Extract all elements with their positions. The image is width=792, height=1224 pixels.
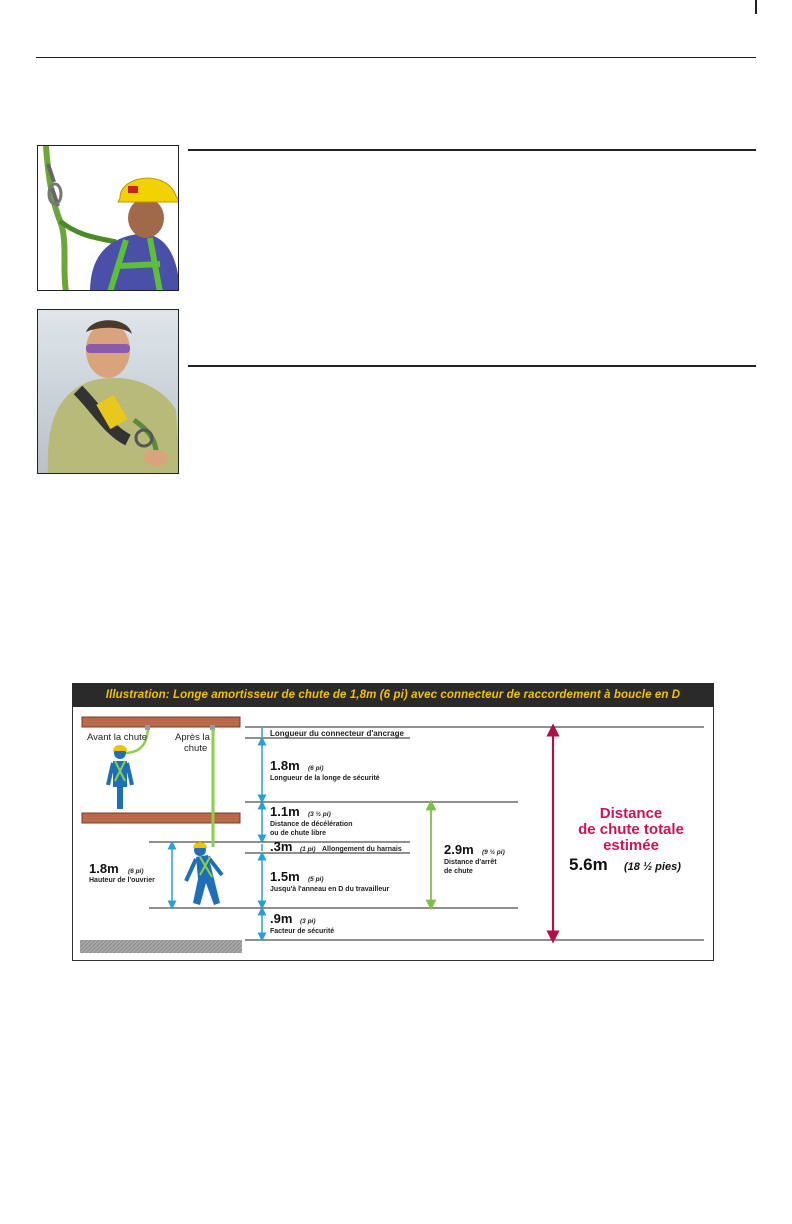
- total-label-3: estimée: [603, 837, 659, 854]
- worker-after-icon: [186, 842, 222, 905]
- harness-unit: (1 pi): [300, 846, 316, 853]
- safety-unit: (3 pi): [300, 918, 316, 925]
- figure-title: Illustration: Longe amortisseur de chute de 1,8m (6 pi) avec connecteur de raccordement à boucle en D: [72, 683, 714, 707]
- anchor-connector-label: Longueur du connecteur d'ancrage: [270, 729, 404, 738]
- worker-height-value: 1.8m: [89, 861, 119, 876]
- ground: [80, 940, 242, 953]
- after-fall-label-2: chute: [184, 743, 208, 754]
- dring-label: Jusqu'à l'anneau en D du travailleur: [270, 886, 390, 893]
- safety-value: .9m: [270, 911, 293, 926]
- total-value: 5.6m: [569, 855, 608, 874]
- decel-unit: (3 ½ pi): [308, 811, 331, 818]
- section-rule-2: [188, 365, 756, 367]
- crop-mark: [755, 0, 757, 14]
- fall-distance-diagram: [72, 707, 714, 960]
- decel-label-2: ou de chute libre: [270, 830, 327, 837]
- arrest-unit: (9 ½ pi): [482, 849, 505, 856]
- after-fall-label-1: Après la: [175, 732, 210, 743]
- photo-harness-worker: [37, 309, 179, 474]
- arrest-label-1: Distance d'arrêt: [444, 859, 497, 866]
- worker-before-icon: [108, 745, 132, 809]
- decel-value: 1.1m: [270, 804, 300, 819]
- arrest-label-2: de chute: [444, 868, 473, 875]
- header-rule: [36, 57, 756, 58]
- lanyard-value: 1.8m: [270, 758, 300, 773]
- lanyard-unit: (6 pi): [308, 765, 324, 772]
- dring-value: 1.5m: [270, 869, 300, 884]
- total-label-1: Distance: [599, 805, 663, 822]
- decel-label-1: Distance de décélération: [270, 821, 353, 828]
- worker-height-label: Hauteur de l'ouvrier: [89, 877, 155, 884]
- harness-value: .3m: [270, 839, 293, 854]
- dring-unit: (5 pi): [308, 876, 324, 883]
- before-fall-label: Avant la chute: [87, 732, 148, 743]
- section-rule-1: [188, 149, 756, 151]
- total-unit: (18 ½ pies): [624, 861, 681, 873]
- lower-beam: [82, 813, 240, 823]
- total-label-2: de chute totale: [578, 821, 684, 838]
- photo-helmet-worker: [37, 145, 179, 291]
- lanyard-label: Longueur de la longe de sécurité: [270, 775, 380, 782]
- harness-label: Allongement du harnais: [322, 846, 402, 853]
- worker-height-unit: (6 pi): [128, 868, 144, 875]
- top-beam: [82, 717, 240, 727]
- safety-label: Facteur de sécurité: [270, 928, 335, 935]
- arrest-value: 2.9m: [444, 842, 474, 857]
